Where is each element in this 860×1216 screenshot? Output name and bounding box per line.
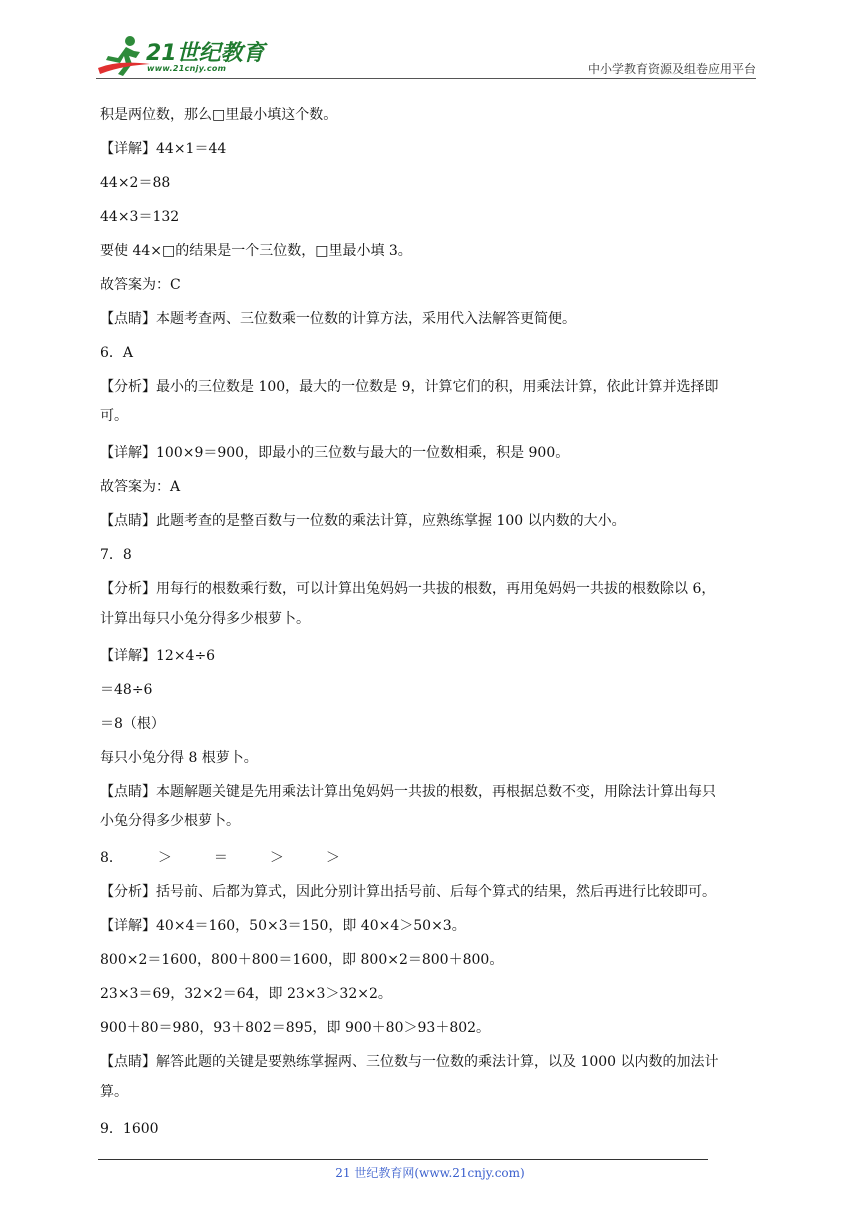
question-number: 7．8 bbox=[100, 547, 132, 563]
text-line: 【详解】12×4÷6 bbox=[100, 648, 216, 664]
text-line: 【详解】44×1＝44 bbox=[100, 141, 227, 157]
text-line: 44×3＝132 bbox=[100, 209, 180, 225]
text-line: 计算出每只小兔分得多少根萝卜。 bbox=[100, 611, 310, 627]
text-line: 积是两位数，那么□里最小填这个数。 bbox=[100, 107, 338, 123]
text-line: 要使 44×□的结果是一个三位数，□里最小填 3。 bbox=[100, 243, 412, 259]
text-line: 【点睛】解答此题的关键是要熟练掌握两、三位数与一位数的乘法计算，以及 1000 以内数的加法计 bbox=[100, 1054, 719, 1070]
text-line: 44×2＝88 bbox=[100, 175, 171, 191]
text-line: ＝48÷6 bbox=[100, 682, 153, 698]
text-line: 【分析】括号前、后都为算式，因此分别计算出括号前、后每个算式的结果，然后再进行比较即可。 bbox=[100, 884, 716, 900]
text-line: 【点睛】本题解题关键是先用乘法计算出兔妈妈一共拔的根数，再根据总数不变，用除法计算出每只 bbox=[100, 784, 716, 800]
text-line: 【点睛】此题考查的是整百数与一位数的乘法计算，应熟练掌握 100 以内数的大小。 bbox=[100, 513, 626, 529]
text-line: 【分析】用每行的根数乘行数，可以计算出兔妈妈一共拔的根数，再用兔妈妈一共拔的根数除以 6， bbox=[100, 581, 716, 597]
text-line: 可。 bbox=[100, 408, 128, 424]
text-line: 小兔分得多少根萝卜。 bbox=[100, 813, 240, 829]
text-line: 800×2＝1600，800＋800＝1600，即 800×2＝800＋800。 bbox=[100, 952, 504, 968]
runner-logo-icon bbox=[96, 34, 152, 78]
text-line: 算。 bbox=[100, 1084, 128, 1100]
text-line: 23×3＝69，32×2＝64，即 23×3＞32×2。 bbox=[100, 986, 392, 1002]
footer-divider bbox=[98, 1159, 708, 1160]
text-line: 故答案为：C bbox=[100, 277, 181, 293]
header-platform-text: 中小学教育资源及组卷应用平台 bbox=[587, 62, 756, 76]
footer-link[interactable]: 21 世纪教育网(www.21cnjy.com) bbox=[335, 1166, 525, 1180]
text-line: 【详解】100×9＝900，即最小的三位数与最大的一位数相乘，积是 900。 bbox=[100, 445, 570, 461]
text-line: 故答案为：A bbox=[100, 479, 181, 495]
question-number: 8． ＞ ＝ ＞ ＞ bbox=[100, 850, 340, 866]
text-line: 900＋80＝980，93＋802＝895，即 900＋80＞93＋802。 bbox=[100, 1020, 491, 1036]
text-line: 每只小兔分得 8 根萝卜。 bbox=[100, 750, 258, 766]
text-line: ＝8（根） bbox=[100, 716, 165, 732]
text-line: 【分析】最小的三位数是 100，最大的一位数是 9，计算它们的积，用乘法计算，依此计算并选择即 bbox=[100, 379, 719, 395]
page-header bbox=[0, 0, 860, 80]
brand-url: www.21cnjy.com bbox=[147, 64, 227, 73]
header-divider bbox=[96, 78, 756, 79]
text-line: 【点睛】本题考查两、三位数乘一位数的计算方法，采用代入法解答更简便。 bbox=[100, 311, 576, 327]
question-number: 6．A bbox=[100, 345, 134, 361]
brand-name: 21世纪教育 bbox=[146, 41, 265, 66]
text-line: 【详解】40×4＝160，50×3＝150，即 40×4＞50×3。 bbox=[100, 918, 466, 934]
question-number: 9．1600 bbox=[100, 1121, 159, 1137]
